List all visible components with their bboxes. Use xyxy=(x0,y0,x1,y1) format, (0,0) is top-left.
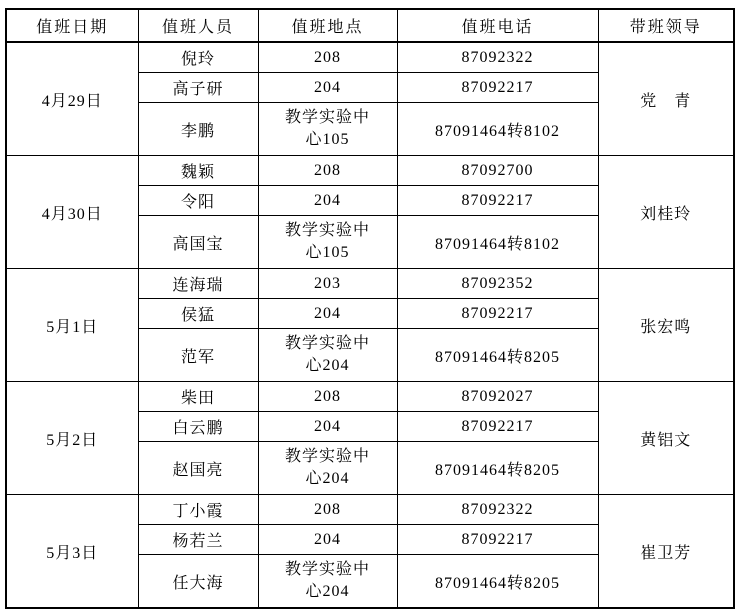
location-cell xyxy=(258,329,397,382)
phone-cell: 87092322 xyxy=(397,42,598,73)
phone-cell: 87092217 xyxy=(397,186,598,216)
col-header-duty-leader: 带班领导 xyxy=(598,9,734,42)
person-cell: 柴田 xyxy=(138,382,258,412)
phone-cell: 87092322 xyxy=(397,495,598,525)
person-cell: 任大海 xyxy=(138,555,258,609)
date-cell: 5月3日 xyxy=(6,495,138,609)
phone-cell: 87092217 xyxy=(397,299,598,329)
person-cell: 连海瑞 xyxy=(138,269,258,299)
person-cell: 高国宝 xyxy=(138,216,258,269)
table-row xyxy=(6,495,734,525)
table-row xyxy=(6,42,734,73)
location-cell: 204 xyxy=(258,186,397,216)
person-cell: 侯猛 xyxy=(138,299,258,329)
location-text: 教学实验中心204 xyxy=(284,448,370,487)
phone-cell: 87091464转8102 xyxy=(397,216,598,269)
phone-cell: 87092217 xyxy=(397,73,598,103)
person-cell: 倪玲 xyxy=(138,42,258,73)
person-cell: 杨若兰 xyxy=(138,525,258,555)
date-cell: 5月1日 xyxy=(6,269,138,382)
table-row xyxy=(6,382,734,412)
date-cell: 5月2日 xyxy=(6,382,138,495)
location-cell: 208 xyxy=(258,42,397,73)
date-cell: 4月30日 xyxy=(6,156,138,269)
leader-cell: 刘桂玲 xyxy=(598,156,734,269)
location-cell: 204 xyxy=(258,412,397,442)
location-text: 教学实验中心105 xyxy=(284,222,370,261)
header-row xyxy=(6,9,734,42)
leader-cell: 党 青 xyxy=(598,42,734,156)
person-cell: 李鹏 xyxy=(138,103,258,156)
person-cell: 魏颖 xyxy=(138,156,258,186)
date-cell: 4月29日 xyxy=(6,42,138,156)
duty-roster-table xyxy=(5,8,735,609)
person-cell: 白云鹏 xyxy=(138,412,258,442)
col-header-duty-location: 值班地点 xyxy=(258,9,397,42)
location-cell: 208 xyxy=(258,156,397,186)
location-cell: 204 xyxy=(258,525,397,555)
location-cell xyxy=(258,103,397,156)
phone-cell: 87092700 xyxy=(397,156,598,186)
location-cell: 203 xyxy=(258,269,397,299)
col-header-duty-person: 值班人员 xyxy=(138,9,258,42)
col-header-duty-date: 值班日期 xyxy=(6,9,138,42)
location-text: 教学实验中心204 xyxy=(284,335,370,374)
location-cell xyxy=(258,216,397,269)
phone-cell: 87092217 xyxy=(397,412,598,442)
location-cell: 208 xyxy=(258,382,397,412)
table-row xyxy=(6,269,734,299)
location-text: 教学实验中心105 xyxy=(284,109,370,148)
location-cell: 208 xyxy=(258,495,397,525)
phone-cell: 87092217 xyxy=(397,525,598,555)
location-text: 教学实验中心204 xyxy=(284,561,370,600)
person-cell: 范军 xyxy=(138,329,258,382)
table-row xyxy=(6,156,734,186)
col-header-duty-phone: 值班电话 xyxy=(397,9,598,42)
leader-cell: 崔卫芳 xyxy=(598,495,734,609)
phone-cell: 87092352 xyxy=(397,269,598,299)
location-cell: 204 xyxy=(258,299,397,329)
person-cell: 高子研 xyxy=(138,73,258,103)
phone-cell: 87091464转8205 xyxy=(397,329,598,382)
phone-cell: 87091464转8205 xyxy=(397,442,598,495)
phone-cell: 87092027 xyxy=(397,382,598,412)
leader-cell: 张宏鸣 xyxy=(598,269,734,382)
phone-cell: 87091464转8102 xyxy=(397,103,598,156)
phone-cell: 87091464转8205 xyxy=(397,555,598,609)
location-cell xyxy=(258,442,397,495)
person-cell: 赵国亮 xyxy=(138,442,258,495)
person-cell: 丁小霞 xyxy=(138,495,258,525)
person-cell: 令阳 xyxy=(138,186,258,216)
location-cell: 204 xyxy=(258,73,397,103)
leader-cell: 黄铝文 xyxy=(598,382,734,495)
